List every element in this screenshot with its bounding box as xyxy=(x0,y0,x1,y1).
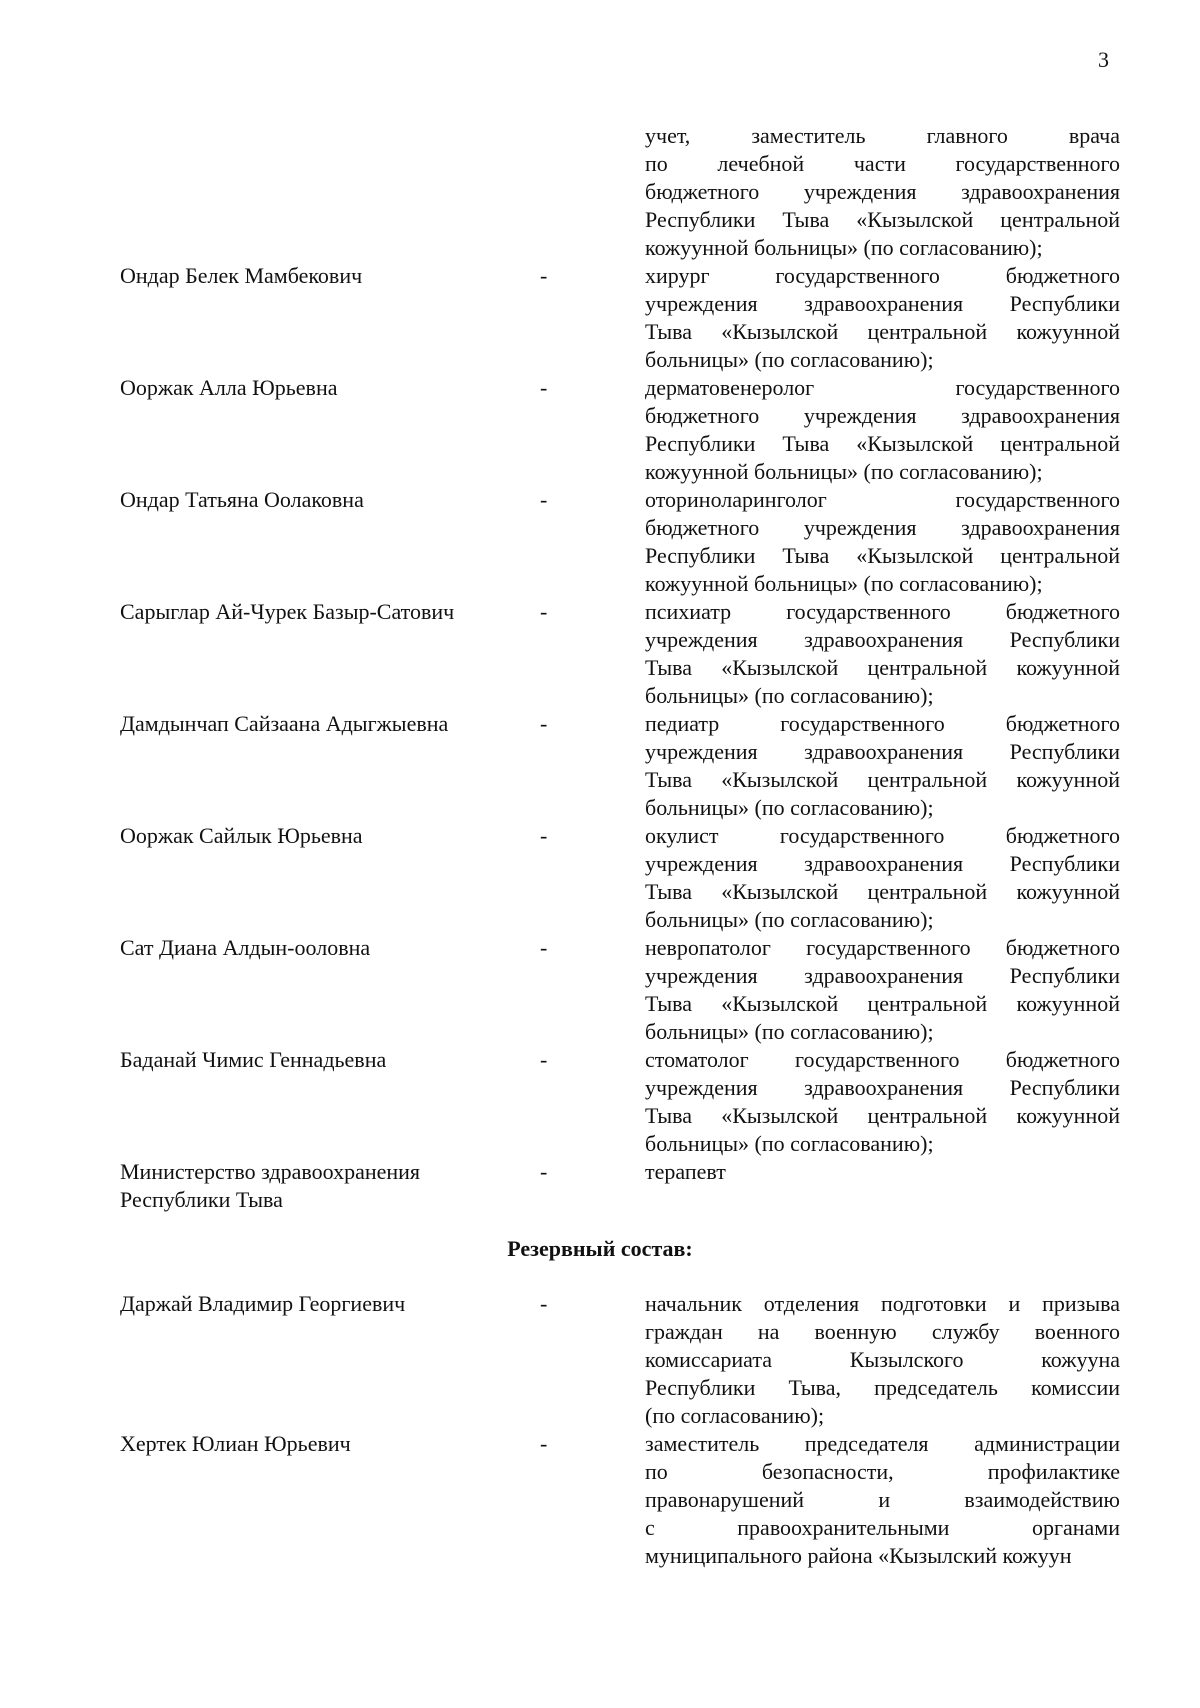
member-dash: - xyxy=(540,935,548,960)
member-dash: - xyxy=(540,487,548,512)
role-line: правонарушений и взаимодействию xyxy=(645,1487,1120,1512)
member-dash: - xyxy=(540,823,548,848)
role-line: Тыва «Кызылской центральной кожуунной xyxy=(645,319,1120,344)
member-name: Сарыглар Ай-Чурек Базыр-Сатович xyxy=(120,599,455,624)
member-dash: - xyxy=(540,1159,548,1184)
role-line: учреждения здравоохранения Республики xyxy=(645,627,1120,652)
role-line: муниципального района «Кызылский кожуун xyxy=(645,1543,1072,1568)
member-role xyxy=(645,598,1120,710)
role-line: кожуунной больницы» (по согласованию); xyxy=(645,459,1043,484)
member-role xyxy=(645,122,1120,262)
member-name: Ондар Татьяна Оолаковна xyxy=(120,487,364,512)
member-name: Ооржак Алла Юрьевна xyxy=(120,375,338,400)
member-name: Министерство здравоохранения Республики Тыва xyxy=(120,1159,421,1212)
role-line: дерматовенеролог государственного xyxy=(645,375,1120,400)
role-line: учреждения здравоохранения Республики xyxy=(645,739,1120,764)
role-line: с правоохранительными органами xyxy=(645,1515,1120,1540)
member-dash: - xyxy=(540,1431,548,1456)
member-dash: - xyxy=(540,375,548,400)
member-name: Хертек Юлиан Юрьевич xyxy=(120,1431,351,1456)
role-line: больницы» (по согласованию); xyxy=(645,347,934,372)
page-number: 3 xyxy=(1098,47,1109,72)
role-line: Тыва «Кызылской центральной кожуунной xyxy=(645,879,1120,904)
member-dash: - xyxy=(540,1047,548,1072)
role-line: граждан на военную службу военного xyxy=(645,1319,1120,1344)
role-line: Республики Тыва «Кызылской центральной xyxy=(645,207,1120,232)
role-line: бюджетного учреждения здравоохранения xyxy=(645,515,1120,540)
role-line: комиссариата Кызылского кожууна xyxy=(645,1347,1120,1372)
role-line: Тыва «Кызылской центральной кожуунной xyxy=(645,655,1120,680)
role-line: Республики Тыва «Кызылской центральной xyxy=(645,431,1120,456)
member-name: Баданай Чимис Геннадьевна xyxy=(120,1047,387,1072)
member-role xyxy=(645,1158,1120,1186)
role-line: учреждения здравоохранения Республики xyxy=(645,291,1120,316)
role-line: учреждения здравоохранения Республики xyxy=(645,963,1120,988)
role-line: бюджетного учреждения здравоохранения xyxy=(645,179,1120,204)
member-role xyxy=(645,486,1120,598)
member-role xyxy=(645,710,1120,822)
role-line: Тыва «Кызылской центральной кожуунной xyxy=(645,767,1120,792)
role-line: начальник отделения подготовки и призыва xyxy=(645,1291,1120,1316)
role-line: учреждения здравоохранения Республики xyxy=(645,851,1120,876)
member-name: Дамдынчап Сайзаана Адыгжыевна xyxy=(120,711,449,736)
role-line: психиатр государственного бюджетного xyxy=(645,599,1120,624)
role-line: невропатолог государственного бюджетного xyxy=(645,935,1120,960)
role-line: кожуунной больницы» (по согласованию); xyxy=(645,235,1043,260)
member-name: Сат Диана Алдын-ооловна xyxy=(120,935,371,960)
role-line: оториноларинголог государственного xyxy=(645,487,1120,512)
role-line: кожуунной больницы» (по согласованию); xyxy=(645,571,1043,596)
member-role xyxy=(645,822,1120,934)
role-line: по лечебной части государственного xyxy=(645,151,1120,176)
role-line: больницы» (по согласованию); xyxy=(645,683,934,708)
role-line: окулист государственного бюджетного xyxy=(645,823,1120,848)
role-line: Тыва «Кызылской центральной кожуунной xyxy=(645,991,1120,1016)
role-line: терапевт xyxy=(645,1159,726,1184)
role-line: заместитель председателя администрации xyxy=(645,1431,1120,1456)
reserve-heading: Резервный состав: xyxy=(507,1236,693,1261)
member-dash: - xyxy=(540,711,548,736)
role-line: Республики Тыва «Кызылской центральной xyxy=(645,543,1120,568)
member-dash: - xyxy=(540,1291,548,1316)
member-role xyxy=(645,1046,1120,1158)
member-dash: - xyxy=(540,263,548,288)
member-role xyxy=(645,1290,1120,1430)
role-line: бюджетного учреждения здравоохранения xyxy=(645,403,1120,428)
role-line: больницы» (по согласованию); xyxy=(645,907,934,932)
role-line: учреждения здравоохранения Республики xyxy=(645,1075,1120,1100)
member-role xyxy=(645,1430,1120,1570)
member-name: Ондар Белек Мамбекович xyxy=(120,263,363,288)
role-line: стоматолог государственного бюджетного xyxy=(645,1047,1120,1072)
member-role xyxy=(645,262,1120,374)
role-line: хирург государственного бюджетного xyxy=(645,263,1120,288)
member-name: Ооржак Сайлык Юрьевна xyxy=(120,823,363,848)
member-role xyxy=(645,374,1120,486)
role-line: учет, заместитель главного врача xyxy=(645,123,1120,148)
member-role xyxy=(645,934,1120,1046)
role-line: по безопасности, профилактике xyxy=(645,1459,1120,1484)
role-line: больницы» (по согласованию); xyxy=(645,795,934,820)
role-line: больницы» (по согласованию); xyxy=(645,1131,934,1156)
role-line: педиатр государственного бюджетного xyxy=(645,711,1120,736)
role-line: Тыва «Кызылской центральной кожуунной xyxy=(645,1103,1120,1128)
role-line: больницы» (по согласованию); xyxy=(645,1019,934,1044)
member-dash: - xyxy=(540,599,548,624)
role-line: Республики Тыва, председатель комиссии xyxy=(645,1375,1120,1400)
member-name: Даржай Владимир Георгиевич xyxy=(120,1291,406,1316)
role-line: (по согласованию); xyxy=(645,1403,825,1428)
